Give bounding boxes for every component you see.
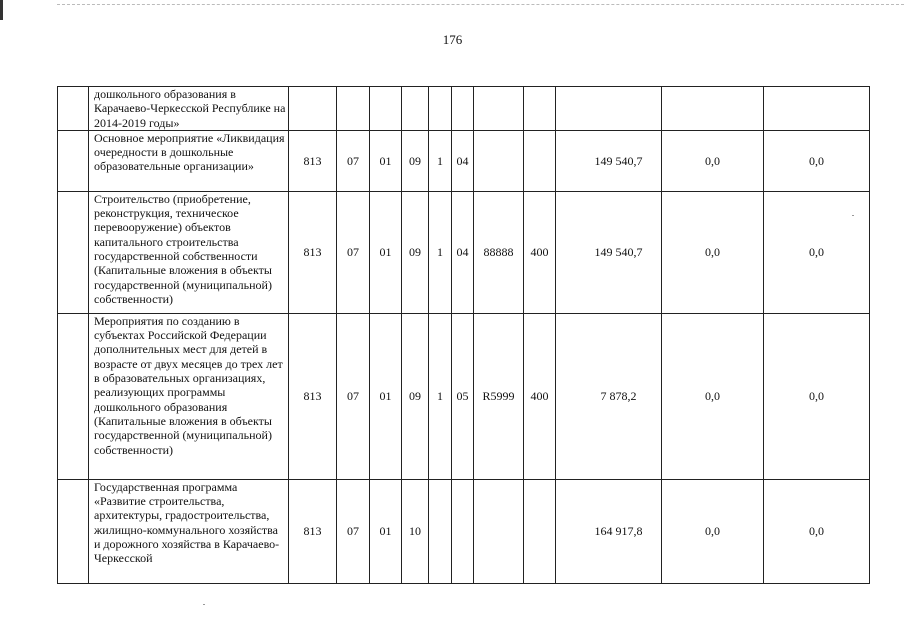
table-row xyxy=(58,479,870,583)
item-name: Мероприятия по созданию в субъектах Российской Федерации дополнительных мест для детей в возрасте от двух месяцев до трех лет в образовательных организациях, реализующих программы дошкольного образования (Капитальные вложения в объекты государственной (муниципальной) собственности) xyxy=(89,313,289,479)
code-subprogram: 1 xyxy=(429,130,452,191)
value-cell: 0,0 xyxy=(662,191,764,313)
code-subsection xyxy=(370,87,402,131)
code-expense-type xyxy=(524,130,556,191)
blank-cell xyxy=(58,191,89,313)
item-name: Основное мероприятие «Ликвидация очередности в дошкольные образовательные организации» xyxy=(89,130,289,191)
scan-speck xyxy=(852,215,854,216)
value-cell xyxy=(764,87,870,131)
code-ministry: 813 xyxy=(289,191,337,313)
code-ministry xyxy=(289,87,337,131)
page-number: 176 xyxy=(442,32,463,47)
code-direction: R5999 xyxy=(474,313,524,479)
code-ministry: 813 xyxy=(289,130,337,191)
code-subprogram xyxy=(429,479,452,583)
code-measure: 04 xyxy=(452,130,474,191)
code-program: 09 xyxy=(402,313,429,479)
code-section xyxy=(337,87,370,131)
table-row xyxy=(58,313,870,479)
code-section: 07 xyxy=(337,130,370,191)
code-expense-type xyxy=(524,479,556,583)
code-program xyxy=(402,87,429,131)
amount-cell: 149 540,7 xyxy=(556,191,662,313)
code-measure: 05 xyxy=(452,313,474,479)
blank-cell xyxy=(58,313,89,479)
value-cell: 0,0 xyxy=(662,130,764,191)
code-direction xyxy=(474,87,524,131)
code-section: 07 xyxy=(337,191,370,313)
code-expense-type: 400 xyxy=(524,313,556,479)
scan-edge-mark xyxy=(0,0,3,20)
value-cell: 0,0 xyxy=(764,479,870,583)
code-program: 10 xyxy=(402,479,429,583)
code-ministry: 813 xyxy=(289,313,337,479)
scan-speck xyxy=(203,604,205,605)
amount-cell: 164 917,8 xyxy=(556,479,662,583)
value-cell: 0,0 xyxy=(764,313,870,479)
code-direction: 88888 xyxy=(474,191,524,313)
item-name: Строительство (приобретение, реконструкция, техническое перевооружение) объектов капитального строительства государственной собственности (Капитальные вложения в объекты государственной (муниципальной) собственности) xyxy=(89,191,289,313)
scan-top-edge xyxy=(57,4,904,5)
code-measure xyxy=(452,87,474,131)
amount-cell xyxy=(556,87,662,131)
code-subprogram: 1 xyxy=(429,313,452,479)
code-section: 07 xyxy=(337,479,370,583)
item-name: дошкольного образования в Карачаево-Черкесской Республике на 2014-2019 годы» xyxy=(89,87,289,131)
table-row xyxy=(58,191,870,313)
amount-cell: 149 540,7 xyxy=(556,130,662,191)
item-name: Государственная программа «Развитие строительства, архитектуры, градостроительства, жилищно-коммунального хозяйства и дорожного хозяйства в Карачаево-Черкесской xyxy=(89,479,289,583)
code-direction xyxy=(474,479,524,583)
table-row xyxy=(58,87,870,131)
code-measure xyxy=(452,479,474,583)
code-direction xyxy=(474,130,524,191)
code-measure: 04 xyxy=(452,191,474,313)
code-ministry: 813 xyxy=(289,479,337,583)
blank-cell xyxy=(58,130,89,191)
value-cell: 0,0 xyxy=(662,479,764,583)
code-subsection: 01 xyxy=(370,130,402,191)
blank-cell xyxy=(58,479,89,583)
budget-table xyxy=(57,86,870,584)
code-subprogram xyxy=(429,87,452,131)
code-expense-type xyxy=(524,87,556,131)
code-subsection: 01 xyxy=(370,313,402,479)
code-program: 09 xyxy=(402,130,429,191)
value-cell: 0,0 xyxy=(764,191,870,313)
amount-cell: 7 878,2 xyxy=(556,313,662,479)
code-subsection: 01 xyxy=(370,191,402,313)
value-cell: 0,0 xyxy=(764,130,870,191)
value-cell: 0,0 xyxy=(662,313,764,479)
table-row xyxy=(58,130,870,191)
code-subsection: 01 xyxy=(370,479,402,583)
code-section: 07 xyxy=(337,313,370,479)
blank-cell xyxy=(58,87,89,131)
code-expense-type: 400 xyxy=(524,191,556,313)
code-subprogram: 1 xyxy=(429,191,452,313)
value-cell xyxy=(662,87,764,131)
code-program: 09 xyxy=(402,191,429,313)
